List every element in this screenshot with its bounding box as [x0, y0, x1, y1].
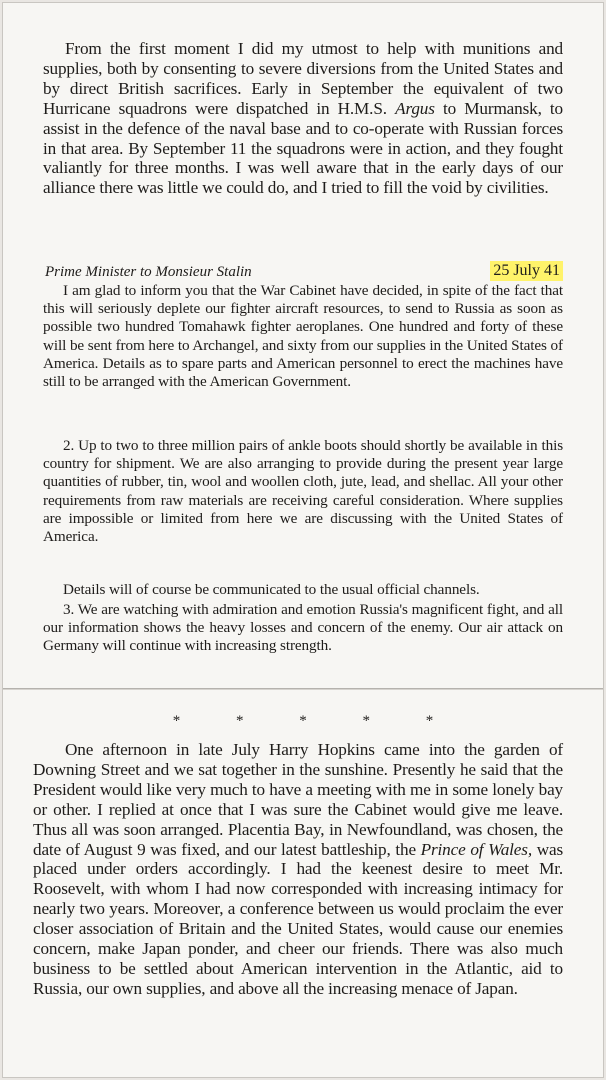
- intro-text-end: to Murmansk, to assist in the defence of the naval base and to co-operate with Russian forces in that area. By September 11 the squadrons were in action, and they fought valiantly for three months. I was well aware that in the early days of our alliance there was little we could do, and I tried to fill the void by civilities.: [43, 98, 563, 198]
- hopkins-text-start: One afternoon in late July Harry Hopkins came into the garden of Downing Street and we sat together in the sunshine. Presently he said that the President would like very much to have a meeting with me in some lonely bay or other. I replied at once that I was sure the Cabinet would give me leave. Thus all was soon arranged. Placentia Bay, in Newfoundland, was chosen, the date of August 9 was fixed, and our latest battleship, the: [33, 740, 563, 859]
- hopkins-text-end: was placed under orders accordingly. I had the keenest desire to meet Mr. Roosevelt, with whom I had now corresponded with increasing intimacy for nearly two years. Moreover, a conference between us would proclaim the ever closer association of Britain and the United States, would cause our enemies concern, make Japan ponder, and cheer our friends. There was also much business to be settled about American intervention in the Atlantic, aid to Russia, our own supplies, and above all the increasing menace of Japan.: [33, 839, 563, 998]
- ship-name-argus: Argus: [395, 98, 435, 118]
- letter-paragraph-1: I am glad to inform you that the War Cabinet have decided, in spite of the fact that this will seriously deplete our fighter aircraft resources, to send to Russia as soon as possible two hundred Tomahawk fighter aeroplanes. One hundred and forty of these will be sent from here to Archangel, and sixty from our supplies in the United States of America. Details as to spare parts and American personnel to erect the machines have still to be arranged with the American Government.: [43, 282, 563, 391]
- letter-date-highlighted: 25 July 41: [490, 261, 563, 281]
- letter-paragraph-3: 3. We are watching with admiration and emotion Russia's magnificent fight, and all our information shows the heavy losses and concern of the enemy. Our air attack on Germany will continue with increasing strength.: [43, 601, 563, 655]
- book-page: [2, 2, 604, 1078]
- clipped-upper-section: [3, 3, 603, 689]
- letter-paragraph-details: Details will of course be communicated to the usual official channels.: [63, 581, 480, 598]
- hopkins-paragraph: [33, 740, 563, 999]
- letter-paragraph-2: 2. Up to two to three million pairs of ankle boots should shortly be available in this country for shipment. We are also arranging to provide during the present year large quantities of rubber, tin, wool and woollen cloth, jute, lead, and shellac. All your other requirements from raw materials are receiving careful consideration. Where supplies are impossible or limited from here we are discussing with the United States of America.: [43, 437, 563, 546]
- intro-text-start: From the first moment I did my utmost to help with munitions and supplies, both by consenting to severe diversions from the United States and by direct British sacrifices. Early in September the equivalent of two Hurricane squadrons were dispatched in H.M.S.: [43, 39, 563, 118]
- letter-heading: [43, 261, 563, 281]
- intro-paragraph: [43, 39, 563, 198]
- letter-addressee: Prime Minister to Monsieur Stalin: [45, 264, 252, 280]
- section-separator: * * * * *: [172, 713, 460, 729]
- ship-name-prince-of-wales: Prince of Wales,: [420, 839, 532, 859]
